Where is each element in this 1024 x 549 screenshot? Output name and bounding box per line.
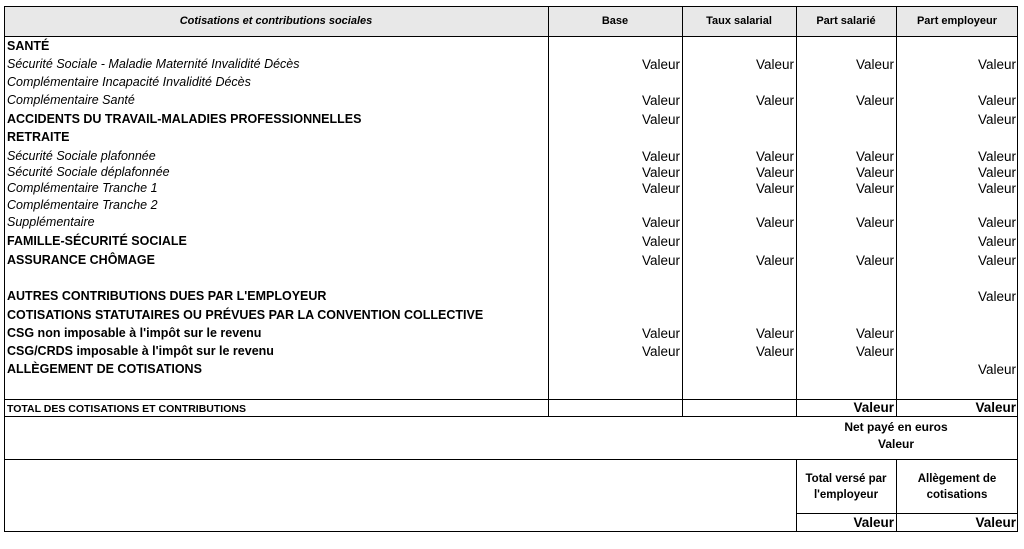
horizontal-rule [796, 513, 1018, 514]
row-label: CSG non imposable à l'impôt sur le revenu [7, 326, 262, 340]
horizontal-rule [4, 416, 1018, 417]
row-label: AUTRES CONTRIBUTIONS DUES PAR L'EMPLOYEUR [7, 289, 327, 303]
row-base-value: Valeur [641, 253, 680, 268]
row-part-employeur-value: Valeur [977, 149, 1016, 164]
row-base-value: Valeur [641, 149, 680, 164]
header-base: Base [548, 6, 682, 36]
row-taux-value: Valeur [755, 181, 794, 196]
row-label: Sécurité Sociale plafonnée [7, 149, 156, 163]
net-paye-value: Valeur [877, 437, 915, 451]
table-row [4, 93, 1018, 110]
vertical-rule [896, 459, 897, 532]
row-part-employeur-value: Valeur [977, 253, 1016, 268]
table-row [4, 149, 1018, 166]
table-row [4, 165, 1018, 182]
allegement-label: Allègement de cotisations [917, 473, 997, 501]
row-label: RETRAITE [7, 130, 70, 144]
row-label: Supplémentaire [7, 215, 95, 229]
row-label: SANTÉ [7, 39, 50, 53]
row-label: ASSURANCE CHÔMAGE [7, 253, 155, 267]
row-part-employeur-value: Valeur [977, 93, 1016, 108]
row-label: Complémentaire Santé [7, 93, 135, 107]
total-part-salarie: Valeur [853, 400, 894, 415]
vertical-rule [682, 6, 683, 417]
table-row [4, 57, 1018, 74]
vertical-rule [796, 6, 797, 417]
vertical-rule [4, 6, 5, 532]
table-row [4, 234, 1018, 251]
vertical-rule [796, 459, 797, 532]
table-row [4, 289, 1018, 306]
row-part-salarie-value: Valeur [855, 253, 894, 268]
table-row [4, 253, 1018, 270]
row-part-salarie-value: Valeur [855, 344, 894, 359]
row-taux-value: Valeur [755, 165, 794, 180]
horizontal-rule [4, 399, 1018, 400]
table-row [4, 308, 1018, 325]
row-part-employeur-value: Valeur [977, 362, 1016, 377]
row-base-value: Valeur [641, 93, 680, 108]
row-base-value: Valeur [641, 165, 680, 180]
row-label: ALLÈGEMENT DE COTISATIONS [7, 362, 202, 376]
header-part-employeur: Part employeur [896, 6, 1018, 36]
row-taux-value: Valeur [755, 326, 794, 341]
vertical-rule [896, 6, 897, 417]
table-row [4, 112, 1018, 129]
table-row [4, 344, 1018, 361]
row-part-salarie-value: Valeur [855, 326, 894, 341]
row-base-value: Valeur [641, 57, 680, 72]
total-label: TOTAL DES COTISATIONS ET CONTRIBUTIONS [7, 403, 246, 415]
total-part-employeur: Valeur [975, 400, 1016, 415]
row-part-salarie-value: Valeur [855, 149, 894, 164]
row-taux-value: Valeur [755, 93, 794, 108]
row-part-salarie-value: Valeur [855, 215, 894, 230]
row-taux-value: Valeur [755, 149, 794, 164]
row-base-value: Valeur [641, 344, 680, 359]
payslip-table [4, 6, 1018, 532]
total-verse-label: Total versé par l'employeur [805, 473, 887, 501]
table-row [4, 75, 1018, 92]
horizontal-rule [4, 459, 1018, 460]
row-taux-value: Valeur [755, 57, 794, 72]
row-label: ACCIDENTS DU TRAVAIL-MALADIES PROFESSIONNELLES [7, 112, 362, 126]
horizontal-rule [4, 6, 1018, 7]
net-paye-label: Net payé en euros [844, 420, 948, 434]
header-part-salarie: Part salarié [796, 6, 896, 36]
table-row [4, 198, 1018, 215]
row-label: FAMILLE-SÉCURITÉ SOCIALE [7, 234, 187, 248]
row-part-employeur-value: Valeur [977, 57, 1016, 72]
horizontal-rule [4, 36, 1018, 37]
table-row [4, 326, 1018, 343]
vertical-rule [548, 6, 549, 417]
row-base-value: Valeur [641, 215, 680, 230]
row-label: Complémentaire Tranche 1 [7, 181, 158, 195]
row-label: Complémentaire Tranche 2 [7, 198, 158, 212]
row-part-employeur-value: Valeur [977, 215, 1016, 230]
table-row [4, 271, 1018, 288]
vertical-rule [1017, 6, 1018, 532]
row-part-employeur-value: Valeur [977, 234, 1016, 249]
row-base-value: Valeur [641, 181, 680, 196]
header-cotisations: Cotisations et contributions sociales [4, 6, 548, 36]
row-base-value: Valeur [641, 234, 680, 249]
row-part-salarie-value: Valeur [855, 181, 894, 196]
horizontal-rule [4, 531, 1018, 532]
row-part-employeur-value: Valeur [977, 112, 1016, 127]
row-base-value: Valeur [641, 112, 680, 127]
row-part-employeur-value: Valeur [977, 165, 1016, 180]
row-part-employeur-value: Valeur [977, 181, 1016, 196]
row-part-salarie-value: Valeur [855, 165, 894, 180]
row-part-employeur-value: Valeur [977, 289, 1016, 304]
table-row [4, 130, 1018, 147]
allegement-value: Valeur [975, 515, 1016, 530]
row-label: Sécurité Sociale - Maladie Maternité Invalidité Décès [7, 57, 300, 71]
row-base-value: Valeur [641, 326, 680, 341]
total-verse-value: Valeur [853, 515, 894, 530]
table-row [4, 362, 1018, 379]
table-row [4, 181, 1018, 198]
row-taux-value: Valeur [755, 253, 794, 268]
table-row [4, 39, 1018, 56]
row-label: Sécurité Sociale déplafonnée [7, 165, 170, 179]
row-label: CSG/CRDS imposable à l'impôt sur le revenu [7, 344, 274, 358]
row-label: Complémentaire Incapacité Invalidité Décès [7, 75, 251, 89]
row-taux-value: Valeur [755, 215, 794, 230]
row-part-salarie-value: Valeur [855, 93, 894, 108]
header-taux-salarial: Taux salarial [682, 6, 796, 36]
row-taux-value: Valeur [755, 344, 794, 359]
table-row [4, 215, 1018, 232]
row-label: COTISATIONS STATUTAIRES OU PRÉVUES PAR LA CONVENTION COLLECTIVE [7, 308, 484, 322]
row-part-salarie-value: Valeur [855, 57, 894, 72]
